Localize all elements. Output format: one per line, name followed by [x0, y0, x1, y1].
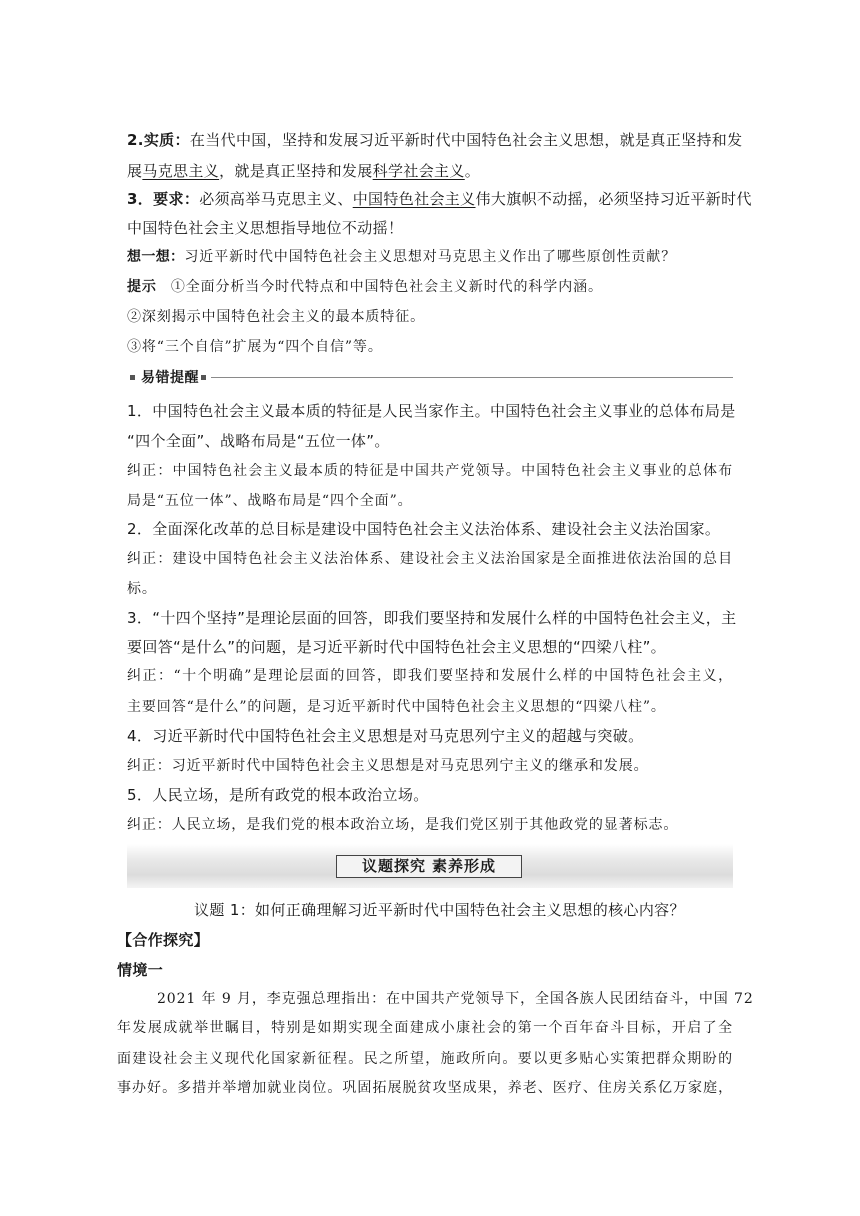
essence-label: 2.实质：	[127, 131, 190, 149]
underlined-term: 科学社会主义	[372, 162, 465, 180]
essence-text: 展	[127, 162, 143, 180]
hint-label: 提示	[127, 279, 157, 295]
tip-statement-line: 2．全面深化改革的总目标是建设中国特色社会主义法治体系、建设社会主义法治国家。	[127, 520, 721, 538]
bullet-square-icon	[201, 375, 206, 380]
tip-statement-line: 3．“十四个坚持”是理论层面的回答，即我们要坚持和发展什么样的中国特色社会主义，主	[127, 609, 737, 627]
tip-correction-line: 标。	[127, 581, 157, 597]
tip-correction-line: 纠正：“十个明确”是理论层面的回答，即我们要坚持和发展什么样的中国特色社会主义，	[127, 668, 733, 684]
underlined-term: 马克思主义	[142, 162, 220, 180]
topic-title: 议题 1：如何正确理解习近平新时代中国特色社会主义思想的核心内容？	[194, 901, 685, 919]
requirement-line-2: 中国特色社会主义思想指导地位不动摇！	[127, 219, 404, 237]
tip-correction-line: 纠正：中国特色社会主义最本质的特征是中国共产党领导。中国特色社会主义事业的总体布	[127, 463, 733, 479]
section-banner	[127, 844, 733, 888]
hint-line-2: ②深刻揭示中国特色社会主义的最本质特征。	[127, 309, 425, 325]
think-question: 习近平新时代中国特色社会主义思想对马克思主义作出了哪些原创性贡献？	[184, 249, 677, 265]
tip-correction-line: 纠正：习近平新时代中国特色社会主义思想是对马克思列宁主义的继承和发展。	[127, 758, 649, 774]
banner-right-text: 素养形成	[432, 857, 497, 875]
tip-correction-line: 局是“五位一体”、战略布局是“四个全面”。	[127, 493, 413, 509]
cooperative-inquiry-label: 【合作探究】	[117, 931, 210, 949]
scenario-paragraph-line: 事办好。多措并举增加就业岗位。巩固拓展脱贫攻坚成果，养老、医疗、住房关系亿万家庭，	[117, 1080, 733, 1096]
scenario-paragraph-line: 面建设社会主义现代化国家新征程。民之所望，施政所向。要以更多贴心实策把群众期盼的	[117, 1051, 733, 1067]
requirement-line-1	[127, 188, 752, 210]
tip-statement-line: 4．习近平新时代中国特色社会主义思想是对马克思列宁主义的超越与突破。	[127, 727, 644, 745]
bullet-square-icon	[130, 375, 135, 380]
requirement-text: 伟大旗帜不动摇，必须坚持习近平新时代	[475, 190, 752, 208]
tip-correction-line: 纠正：人民立场，是我们党的根本政治立场，是我们党区别于其他政党的显著标志。	[127, 817, 679, 833]
banner-left-text: 议题探究	[361, 857, 426, 875]
tip-statement-line: 5．人民立场，是所有政党的根本政治立场。	[127, 786, 429, 804]
hint-text: ①全面分析当今时代特点和中国特色社会主义新时代的科学内涵。	[170, 279, 603, 295]
requirement-label: 3．要求：	[127, 190, 200, 208]
scenario-paragraph-line: 2021 年 9 月，李克强总理指出：在中国共产党领导下，全国各族人民团结奋斗，中国 72	[157, 991, 754, 1007]
underlined-term: 中国特色社会主义	[352, 190, 476, 208]
scenario-paragraph-line: 年发展成就举世瞩目，特别是如期实现全面建成小康社会的第一个百年奋斗目标，开启了全	[117, 1020, 733, 1036]
essence-text: ，就是真正坚持和发展	[219, 162, 373, 180]
tips-heading: 易错提醒	[141, 370, 199, 386]
tip-statement-line: 1．中国特色社会主义最本质的特征是人民当家作主。中国特色社会主义事业的总体布局是	[127, 402, 736, 420]
tip-correction-line: 主要回答“是什么”的问题，是习近平新时代中国特色社会主义思想的“四梁八柱”。	[127, 699, 666, 715]
banner-title-box	[336, 855, 522, 878]
tip-statement-line: 要回答“是什么”的问题，是习近平新时代中国特色社会主义思想的“四梁八柱”。	[127, 638, 667, 656]
tips-section-header	[127, 367, 733, 389]
hint-line-1	[127, 276, 603, 298]
essence-line-2	[127, 160, 480, 182]
essence-line-1	[127, 129, 743, 151]
header-rule	[211, 377, 733, 378]
scenario-label: 情境一	[117, 961, 164, 979]
tip-correction-line: 纠正：建设中国特色社会主义法治体系、建设社会主义法治国家是全面推进依法治国的总目	[127, 551, 733, 567]
essence-text: 在当代中国，坚持和发展习近平新时代中国特色社会主义思想，就是真正坚持和发	[189, 131, 743, 149]
hint-line-3: ③将“三个自信”扩展为“四个自信”等。	[127, 339, 383, 355]
requirement-text: 必须高举马克思主义、	[199, 190, 353, 208]
think-line	[127, 246, 676, 268]
essence-text: 。	[464, 162, 481, 180]
think-label: 想一想：	[127, 249, 185, 265]
tip-statement-line: “四个全面”、战略布局是“五位一体”。	[127, 432, 390, 450]
